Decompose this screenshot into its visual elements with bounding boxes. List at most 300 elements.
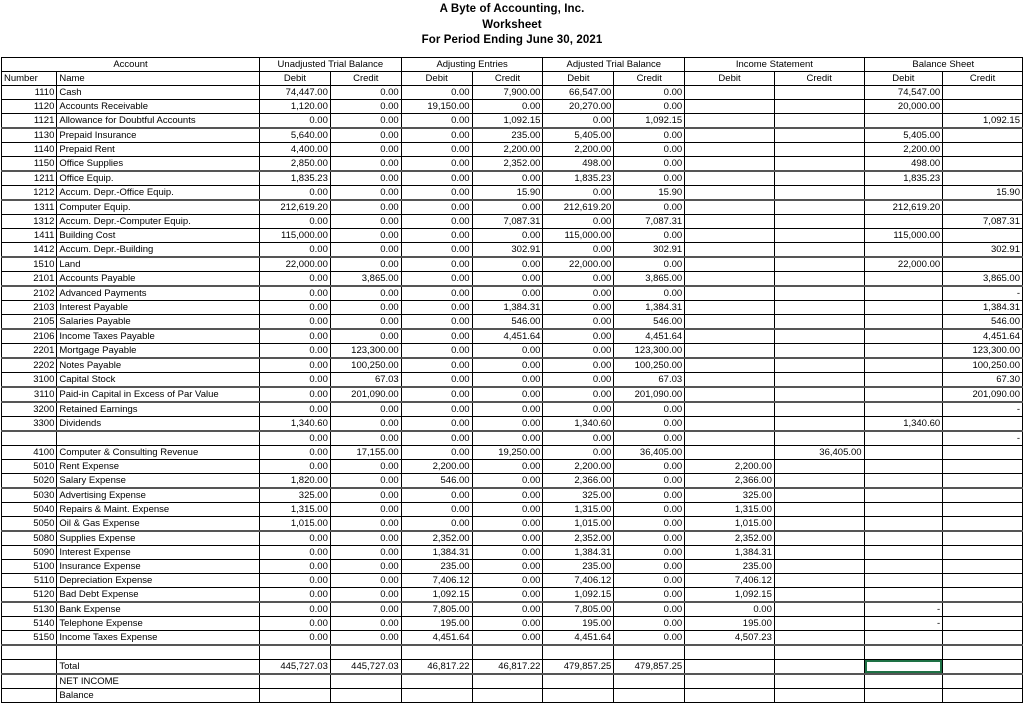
cell-bs-debit[interactable]: 74,547.00 (864, 85, 943, 99)
cell-is-credit[interactable] (774, 473, 864, 488)
cell-account-number[interactable]: 1312 (2, 214, 57, 228)
cell-utb-debit[interactable]: 115,000.00 (260, 228, 331, 242)
cell-ae-debit[interactable]: 0.00 (401, 142, 472, 156)
cell-utb-debit[interactable]: 1,340.60 (260, 416, 331, 431)
cell-is-debit[interactable]: 1,384.31 (685, 545, 775, 559)
cell-ae-credit[interactable]: 0.00 (472, 358, 543, 373)
cell-bs-debit[interactable] (864, 314, 943, 329)
cell-utb-credit[interactable]: 0.00 (330, 630, 401, 645)
cell-utb-debit[interactable]: 0.00 (260, 113, 331, 128)
cell-atb-credit[interactable]: 0.00 (614, 431, 685, 446)
cell-atb-debit[interactable]: 0.00 (543, 271, 614, 286)
cell-atb-credit[interactable]: 4,451.64 (614, 329, 685, 344)
cell-bs-credit[interactable]: 1,384.31 (943, 300, 1023, 314)
cell-is-credit[interactable] (774, 630, 864, 645)
cell-bs-credit[interactable]: 546.00 (943, 314, 1023, 329)
cell-bs-credit[interactable] (943, 142, 1023, 156)
cell-account-name[interactable]: Advertising Expense (57, 488, 260, 503)
cell-is-debit[interactable] (685, 228, 775, 242)
cell-bs-debit[interactable] (864, 545, 943, 559)
cell-ae-credit[interactable]: 0.00 (472, 257, 543, 272)
cell-atb-debit[interactable]: 235.00 (543, 559, 614, 573)
cell-account-name[interactable]: Supplies Expense (57, 531, 260, 546)
cell-account-number[interactable]: 5010 (2, 459, 57, 473)
cell-utb-credit[interactable]: 17,155.00 (330, 445, 401, 459)
cell-bs-credit[interactable] (943, 616, 1023, 630)
cell-bs-debit[interactable]: 115,000.00 (864, 228, 943, 242)
cell-is-credit[interactable] (774, 257, 864, 272)
cell-account-number[interactable] (2, 674, 57, 689)
cell-account-number[interactable]: 1140 (2, 142, 57, 156)
cell-atb-credit[interactable]: 3,865.00 (614, 271, 685, 286)
table-row[interactable] (2, 402, 1023, 417)
cell-ae-credit[interactable]: 0.00 (472, 171, 543, 186)
cell-bs-credit[interactable] (943, 85, 1023, 99)
cell-utb-credit[interactable] (330, 674, 401, 689)
cell-utb-credit[interactable]: 0.00 (330, 602, 401, 617)
cell-ae-credit[interactable]: 1,384.31 (472, 300, 543, 314)
cell-atb-debit[interactable]: 2,200.00 (543, 459, 614, 473)
table-row[interactable] (2, 286, 1023, 301)
cell-bs-credit[interactable] (943, 488, 1023, 503)
cell-atb-credit[interactable]: 302.91 (614, 242, 685, 257)
cell-is-credit[interactable] (774, 559, 864, 573)
cell-is-credit[interactable] (774, 329, 864, 344)
cell-atb-credit[interactable]: 0.00 (614, 502, 685, 516)
cell-utb-debit[interactable]: 2,850.00 (260, 156, 331, 171)
cell-ae-debit[interactable]: 2,352.00 (401, 531, 472, 546)
cell-bs-credit[interactable] (943, 445, 1023, 459)
cell-account-number[interactable]: 2102 (2, 286, 57, 301)
cell-bs-debit[interactable]: 22,000.00 (864, 257, 943, 272)
cell-ae-credit[interactable]: 0.00 (472, 431, 543, 446)
table-row[interactable] (2, 416, 1023, 431)
cell-atb-credit[interactable]: 0.00 (614, 142, 685, 156)
cell-account-number[interactable]: 2101 (2, 271, 57, 286)
cell-is-debit[interactable]: 1,092.15 (685, 587, 775, 602)
table-row[interactable] (2, 516, 1023, 531)
cell-utb-debit[interactable]: 0.00 (260, 300, 331, 314)
cell-ae-debit[interactable]: 0.00 (401, 171, 472, 186)
cell-ae-credit[interactable]: 1,092.15 (472, 113, 543, 128)
cell-ae-debit[interactable]: 0.00 (401, 502, 472, 516)
cell-atb-debit[interactable]: 325.00 (543, 488, 614, 503)
cell-ae-credit[interactable] (472, 674, 543, 689)
cell-is-debit[interactable] (685, 128, 775, 143)
cell-ae-debit[interactable]: 0.00 (401, 257, 472, 272)
cell-account-name[interactable]: Repairs & Maint. Expense (57, 502, 260, 516)
cell-is-debit[interactable] (685, 416, 775, 431)
cell-ae-credit[interactable]: 46,817.22 (472, 659, 543, 674)
cell-ae-debit[interactable]: 0.00 (401, 200, 472, 215)
cell-bs-debit[interactable] (864, 587, 943, 602)
cell-atb-debit[interactable]: 115,000.00 (543, 228, 614, 242)
table-row[interactable] (2, 156, 1023, 171)
cell-account-name[interactable]: Bad Debt Expense (57, 587, 260, 602)
cell-bs-debit[interactable] (864, 531, 943, 546)
cell-atb-credit[interactable]: 0.00 (614, 402, 685, 417)
cell-is-credit[interactable] (774, 358, 864, 373)
cell-bs-debit[interactable] (864, 674, 943, 689)
cell-utb-credit[interactable]: 0.00 (330, 200, 401, 215)
cell-utb-debit[interactable]: 0.00 (260, 387, 331, 402)
cell-bs-credit[interactable] (943, 128, 1023, 143)
cell-atb-credit[interactable]: 0.00 (614, 587, 685, 602)
cell-atb-credit[interactable]: 7,087.31 (614, 214, 685, 228)
cell-is-credit[interactable] (774, 573, 864, 587)
cell-atb-debit[interactable]: 0.00 (543, 402, 614, 417)
cell-account-number[interactable] (2, 688, 57, 702)
cell-ae-debit[interactable]: 1,092.15 (401, 587, 472, 602)
cell-bs-debit[interactable] (864, 242, 943, 257)
cell-account-number[interactable]: 4100 (2, 445, 57, 459)
cell-ae-credit[interactable]: 0.00 (472, 602, 543, 617)
cell-atb-credit[interactable]: 0.00 (614, 459, 685, 473)
cell-utb-debit[interactable]: 22,000.00 (260, 257, 331, 272)
cell-atb-credit[interactable]: 0.00 (614, 473, 685, 488)
cell-ae-debit[interactable]: 0.00 (401, 431, 472, 446)
cell-account-name[interactable]: Bank Expense (57, 602, 260, 617)
cell-account-number[interactable]: 5020 (2, 473, 57, 488)
table-row[interactable] (2, 300, 1023, 314)
cell-bs-credit[interactable] (943, 516, 1023, 531)
cell-account-number[interactable]: 2202 (2, 358, 57, 373)
cell-is-credit[interactable] (774, 459, 864, 473)
cell-utb-credit[interactable]: 0.00 (330, 573, 401, 587)
cell-is-debit[interactable] (685, 142, 775, 156)
cell-atb-credit[interactable]: 100,250.00 (614, 358, 685, 373)
cell-is-credit[interactable] (774, 314, 864, 329)
cell-utb-credit[interactable]: 0.00 (330, 545, 401, 559)
cell-account-number[interactable]: 5050 (2, 516, 57, 531)
cell-utb-credit[interactable]: 0.00 (330, 587, 401, 602)
cell-ae-credit[interactable]: 0.00 (472, 99, 543, 113)
cell-bs-debit[interactable]: 1,835.23 (864, 171, 943, 186)
cell-bs-credit[interactable]: 3,865.00 (943, 271, 1023, 286)
cell-ae-credit[interactable]: 0.00 (472, 372, 543, 387)
table-row[interactable] (2, 99, 1023, 113)
cell-bs-debit[interactable] (864, 688, 943, 702)
cell-account-name[interactable]: Prepaid Rent (57, 142, 260, 156)
cell-is-credit[interactable] (774, 142, 864, 156)
cell-is-debit[interactable]: 195.00 (685, 616, 775, 630)
cell-bs-debit[interactable] (864, 516, 943, 531)
cell-ae-debit[interactable]: 0.00 (401, 156, 472, 171)
cell-bs-credit[interactable]: 15.90 (943, 185, 1023, 200)
table-row[interactable] (2, 113, 1023, 128)
cell-account-name[interactable]: Mortgage Payable (57, 343, 260, 358)
cell-ae-debit[interactable]: 0.00 (401, 372, 472, 387)
cell-ae-debit[interactable]: 0.00 (401, 242, 472, 257)
cell-account-number[interactable]: 1311 (2, 200, 57, 215)
cell-utb-credit[interactable]: 0.00 (330, 431, 401, 446)
cell-utb-debit[interactable]: 0.00 (260, 559, 331, 573)
cell-atb-debit[interactable]: 2,200.00 (543, 142, 614, 156)
cell-is-debit[interactable] (685, 372, 775, 387)
fill-handle[interactable] (940, 671, 943, 674)
table-row[interactable] (2, 573, 1023, 587)
cell-atb-credit[interactable]: 36,405.00 (614, 445, 685, 459)
cell-is-credit[interactable] (774, 372, 864, 387)
cell-is-credit[interactable] (774, 387, 864, 402)
cell-utb-credit[interactable]: 0.00 (330, 402, 401, 417)
cell-utb-debit[interactable]: 4,400.00 (260, 142, 331, 156)
cell-is-debit[interactable] (685, 99, 775, 113)
cell-atb-credit[interactable]: 0.00 (614, 156, 685, 171)
cell-account-name[interactable]: Accum. Depr.-Building (57, 242, 260, 257)
cell-atb-credit[interactable]: 0.00 (614, 228, 685, 242)
cell-utb-debit[interactable]: 1,820.00 (260, 473, 331, 488)
cell-bs-credit[interactable]: - (943, 431, 1023, 446)
table-row[interactable] (2, 242, 1023, 257)
table-row[interactable] (2, 372, 1023, 387)
cell-is-debit[interactable] (685, 674, 775, 689)
cell-utb-credit[interactable]: 0.00 (330, 99, 401, 113)
cell-utb-credit[interactable]: 0.00 (330, 185, 401, 200)
cell-account-name[interactable]: Land (57, 257, 260, 272)
net-income-row[interactable] (2, 674, 1023, 689)
cell-bs-debit[interactable] (864, 329, 943, 344)
cell-is-debit[interactable]: 2,352.00 (685, 531, 775, 546)
cell-account-number[interactable]: 5100 (2, 559, 57, 573)
cell-atb-debit[interactable]: 0.00 (543, 314, 614, 329)
table-row[interactable] (2, 85, 1023, 99)
cell-bs-debit[interactable] (864, 113, 943, 128)
cell-is-debit[interactable] (685, 271, 775, 286)
cell-utb-credit[interactable]: 0.00 (330, 214, 401, 228)
cell-account-number[interactable]: 5090 (2, 545, 57, 559)
cell-bs-credit[interactable] (943, 502, 1023, 516)
cell-ae-debit[interactable]: 7,406.12 (401, 573, 472, 587)
cell-bs-debit[interactable]: - (864, 616, 943, 630)
cell-bs-debit[interactable]: - (864, 602, 943, 617)
cell-is-debit[interactable] (685, 343, 775, 358)
cell-is-credit[interactable] (774, 531, 864, 546)
cell-is-credit[interactable]: 36,405.00 (774, 445, 864, 459)
cell-utb-credit[interactable]: 0.00 (330, 416, 401, 431)
cell-atb-credit[interactable]: 15.90 (614, 185, 685, 200)
cell-account-number[interactable]: 1411 (2, 228, 57, 242)
cell-account-name[interactable]: Computer & Consulting Revenue (57, 445, 260, 459)
table-row[interactable] (2, 329, 1023, 344)
cell-utb-debit[interactable]: 0.00 (260, 185, 331, 200)
cell-account-number[interactable]: 1120 (2, 99, 57, 113)
cell-is-credit[interactable] (774, 488, 864, 503)
table-row[interactable] (2, 587, 1023, 602)
cell-utb-credit[interactable]: 201,090.00 (330, 387, 401, 402)
cell-account-name[interactable]: Office Supplies (57, 156, 260, 171)
cell-utb-credit[interactable]: 445,727.03 (330, 659, 401, 674)
cell-atb-credit[interactable]: 0.00 (614, 257, 685, 272)
cell-account-name[interactable]: Interest Expense (57, 545, 260, 559)
cell-atb-credit[interactable]: 0.00 (614, 616, 685, 630)
cell-account-name[interactable]: Accounts Payable (57, 271, 260, 286)
cell-bs-credit[interactable]: 201,090.00 (943, 387, 1023, 402)
cell-utb-debit[interactable]: 0.00 (260, 314, 331, 329)
cell-is-credit[interactable] (774, 271, 864, 286)
cell-bs-credit[interactable]: 123,300.00 (943, 343, 1023, 358)
cell-is-debit[interactable] (685, 445, 775, 459)
cell-account-number[interactable]: 5080 (2, 531, 57, 546)
cell-ae-debit[interactable]: 0.00 (401, 271, 472, 286)
cell-is-debit[interactable]: 4,507.23 (685, 630, 775, 645)
cell-is-credit[interactable] (774, 516, 864, 531)
cell-account-number[interactable]: 1510 (2, 257, 57, 272)
cell-account-name[interactable] (57, 431, 260, 446)
cell-account-name[interactable]: Depreciation Expense (57, 573, 260, 587)
cell-utb-credit[interactable]: 0.00 (330, 459, 401, 473)
cell-bs-credit[interactable] (943, 573, 1023, 587)
cell-atb-credit[interactable]: 0.00 (614, 128, 685, 143)
cell-bs-debit[interactable] (864, 387, 943, 402)
cell-is-credit[interactable] (774, 113, 864, 128)
cell-account-number[interactable]: 3200 (2, 402, 57, 417)
cell-is-debit[interactable]: 7,406.12 (685, 573, 775, 587)
cell-bs-credit[interactable]: - (943, 286, 1023, 301)
cell-utb-debit[interactable]: 0.00 (260, 214, 331, 228)
cell-atb-debit[interactable]: 1,092.15 (543, 587, 614, 602)
cell-account-number[interactable]: 5150 (2, 630, 57, 645)
cell-utb-debit[interactable]: 0.00 (260, 459, 331, 473)
cell-account-number[interactable]: 1212 (2, 185, 57, 200)
cell-atb-credit[interactable]: 0.00 (614, 531, 685, 546)
cell-account-number[interactable]: 1110 (2, 85, 57, 99)
cell-utb-debit[interactable]: 325.00 (260, 488, 331, 503)
cell-ae-credit[interactable]: 4,451.64 (472, 329, 543, 344)
cell-account-number[interactable]: 1412 (2, 242, 57, 257)
cell-ae-debit[interactable]: 0.00 (401, 329, 472, 344)
cell-atb-credit[interactable]: 0.00 (614, 286, 685, 301)
cell-is-credit[interactable] (774, 602, 864, 617)
cell-ae-debit[interactable]: 0.00 (401, 402, 472, 417)
cell-ae-credit[interactable]: 0.00 (472, 587, 543, 602)
cell-account-number[interactable]: 1130 (2, 128, 57, 143)
cell-account-name[interactable]: Accum. Depr.-Computer Equip. (57, 214, 260, 228)
table-row[interactable] (2, 185, 1023, 200)
cell-utb-debit[interactable]: 1,315.00 (260, 502, 331, 516)
cell-is-debit[interactable]: 0.00 (685, 602, 775, 617)
cell-is-debit[interactable] (685, 431, 775, 446)
table-row[interactable] (2, 545, 1023, 559)
cell-is-credit[interactable] (774, 416, 864, 431)
cell-ae-debit[interactable]: 46,817.22 (401, 659, 472, 674)
cell-bs-credit[interactable] (943, 545, 1023, 559)
cell-is-credit[interactable] (774, 171, 864, 186)
cell-bs-credit[interactable]: 7,087.31 (943, 214, 1023, 228)
cell-ae-credit[interactable]: 2,200.00 (472, 142, 543, 156)
cell-bs-debit[interactable] (864, 358, 943, 373)
cell-atb-debit[interactable]: 498.00 (543, 156, 614, 171)
cell-bs-credit[interactable]: 100,250.00 (943, 358, 1023, 373)
cell-account-name[interactable]: Oil & Gas Expense (57, 516, 260, 531)
cell-atb-credit[interactable]: 0.00 (614, 630, 685, 645)
cell-atb-debit[interactable]: 195.00 (543, 616, 614, 630)
cell-atb-credit[interactable]: 0.00 (614, 200, 685, 215)
cell-is-credit[interactable] (774, 688, 864, 702)
cell-ae-credit[interactable]: 302.91 (472, 242, 543, 257)
cell-atb-credit[interactable]: 123,300.00 (614, 343, 685, 358)
cell-atb-debit[interactable]: 1,315.00 (543, 502, 614, 516)
cell-ae-debit[interactable]: 0.00 (401, 113, 472, 128)
cell-bs-credit[interactable] (943, 171, 1023, 186)
cell-account-number[interactable]: 1121 (2, 113, 57, 128)
cell-ae-debit[interactable]: 0.00 (401, 488, 472, 503)
cell-ae-debit[interactable]: 0.00 (401, 343, 472, 358)
table-row[interactable] (2, 531, 1023, 546)
cell-utb-credit[interactable] (330, 688, 401, 702)
table-row[interactable] (2, 488, 1023, 503)
cell-atb-debit[interactable]: 0.00 (543, 343, 614, 358)
cell-ae-debit[interactable]: 0.00 (401, 516, 472, 531)
cell-utb-debit[interactable]: 0.00 (260, 445, 331, 459)
cell-is-debit[interactable] (685, 257, 775, 272)
cell-is-credit[interactable] (774, 431, 864, 446)
cell-utb-credit[interactable]: 0.00 (330, 128, 401, 143)
cell-account-name[interactable]: Salary Expense (57, 473, 260, 488)
cell-atb-debit[interactable]: 2,366.00 (543, 473, 614, 488)
cell-bs-credit[interactable] (943, 257, 1023, 272)
cell-is-credit[interactable] (774, 185, 864, 200)
cell-is-credit[interactable] (774, 214, 864, 228)
table-row[interactable] (2, 459, 1023, 473)
cell-ae-credit[interactable]: 0.00 (472, 559, 543, 573)
cell-utb-debit[interactable]: 0.00 (260, 286, 331, 301)
cell-account-name[interactable]: Insurance Expense (57, 559, 260, 573)
cell-is-debit[interactable] (685, 113, 775, 128)
cell-bs-debit[interactable] (864, 286, 943, 301)
cell-account-name[interactable]: Rent Expense (57, 459, 260, 473)
cell-account-number[interactable]: 3300 (2, 416, 57, 431)
cell-ae-debit[interactable]: 0.00 (401, 128, 472, 143)
table-row[interactable] (2, 343, 1023, 358)
cell-utb-credit[interactable]: 0.00 (330, 300, 401, 314)
cell-bs-credit[interactable] (943, 531, 1023, 546)
cell-ae-credit[interactable]: 15.90 (472, 185, 543, 200)
cell-ae-debit[interactable]: 0.00 (401, 286, 472, 301)
cell-atb-debit[interactable]: 4,451.64 (543, 630, 614, 645)
cell-account-number[interactable]: 1211 (2, 171, 57, 186)
cell-bs-debit[interactable] (864, 402, 943, 417)
cell-ae-credit[interactable]: 0.00 (472, 545, 543, 559)
cell-utb-debit[interactable]: 0.00 (260, 431, 331, 446)
cell-account-name[interactable]: Cash (57, 85, 260, 99)
cell-is-debit[interactable] (685, 85, 775, 99)
cell-atb-credit[interactable]: 201,090.00 (614, 387, 685, 402)
table-row[interactable] (2, 257, 1023, 272)
cell-utb-credit[interactable]: 0.00 (330, 257, 401, 272)
table-row[interactable] (2, 473, 1023, 488)
cell-bs-credit[interactable] (943, 99, 1023, 113)
cell-ae-credit[interactable]: 0.00 (472, 200, 543, 215)
cell-ae-credit[interactable]: 0.00 (472, 387, 543, 402)
cell-utb-credit[interactable]: 0.00 (330, 242, 401, 257)
cell-atb-credit[interactable] (614, 688, 685, 702)
cell-utb-credit[interactable]: 0.00 (330, 113, 401, 128)
cell-bs-credit[interactable] (943, 659, 1023, 674)
cell-ae-credit[interactable]: 0.00 (472, 402, 543, 417)
cell-account-number[interactable]: 5040 (2, 502, 57, 516)
cell-account-name[interactable]: Notes Payable (57, 358, 260, 373)
table-row[interactable] (2, 445, 1023, 459)
cell-is-debit[interactable]: 2,200.00 (685, 459, 775, 473)
cell-ae-credit[interactable]: 0.00 (472, 502, 543, 516)
cell-utb-debit[interactable]: 5,640.00 (260, 128, 331, 143)
cell-account-number[interactable]: 5130 (2, 602, 57, 617)
cell-atb-debit[interactable]: 0.00 (543, 372, 614, 387)
cell-utb-debit[interactable]: 74,447.00 (260, 85, 331, 99)
cell-is-debit[interactable]: 1,015.00 (685, 516, 775, 531)
cell-account-number[interactable] (2, 431, 57, 446)
